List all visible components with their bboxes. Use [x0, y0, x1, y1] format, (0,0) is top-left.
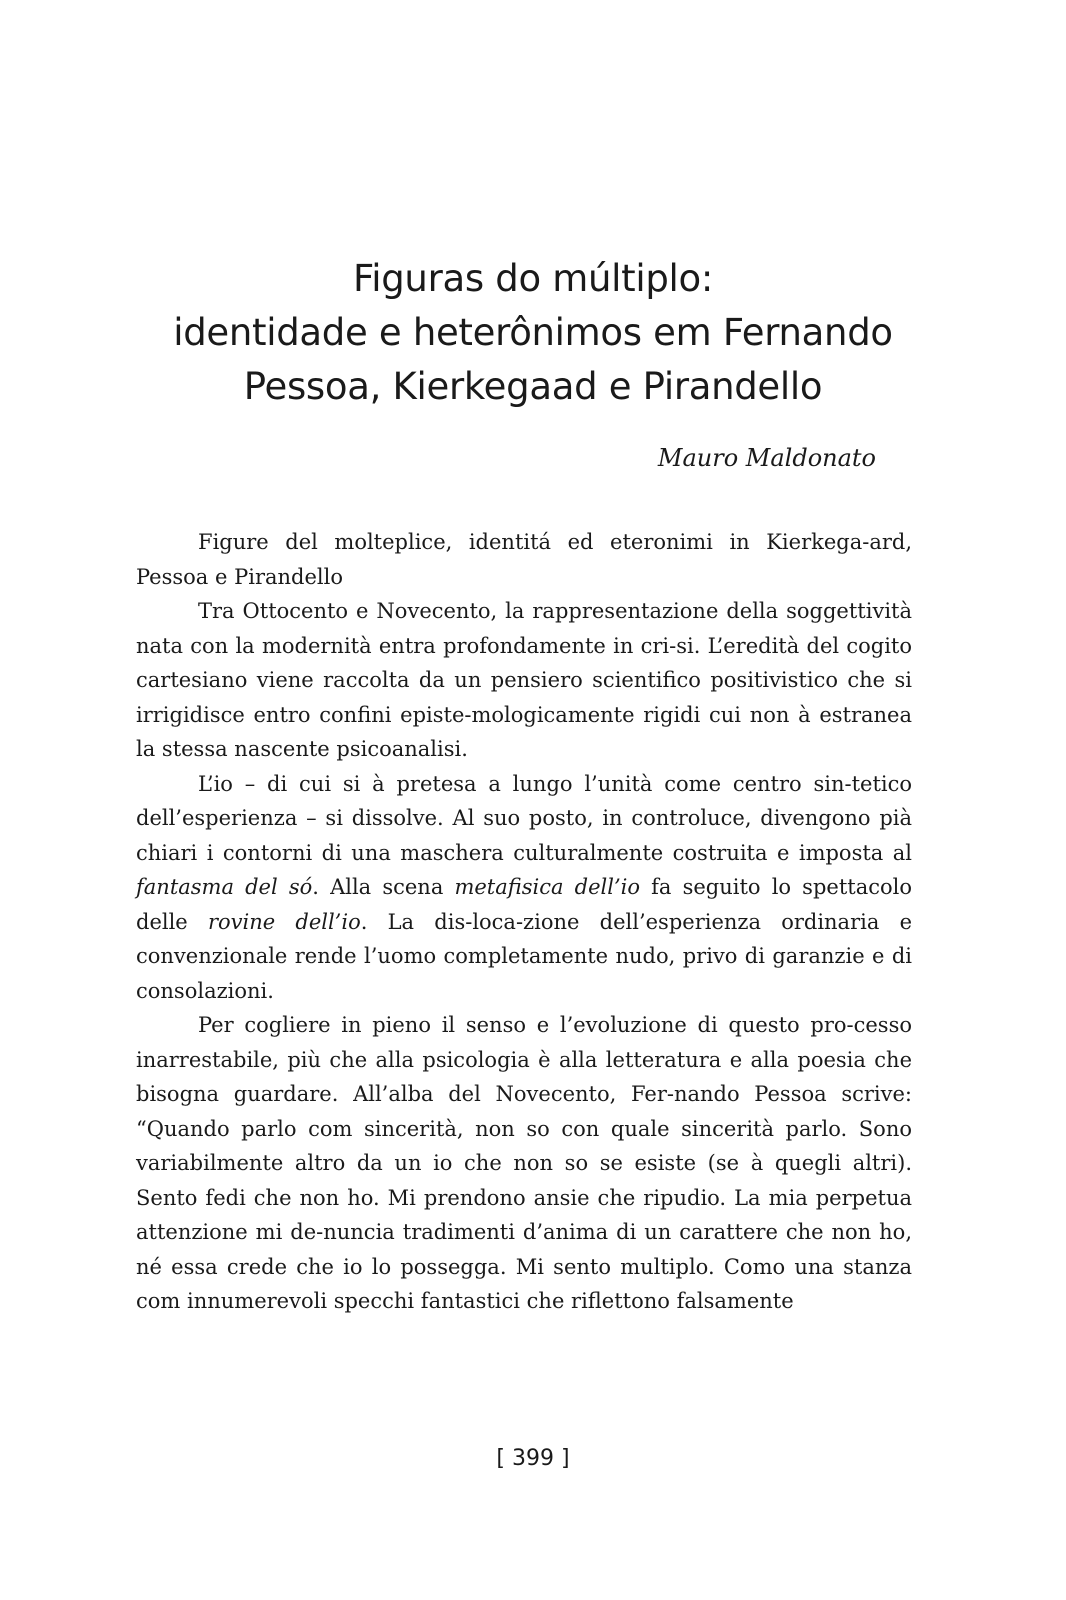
paragraph-1: Figure del molteplice, identitá ed eteronimi in Kierkega-ard, Pessoa e Pirandello [136, 530, 912, 589]
chapter-title [100, 252, 966, 414]
paragraph-3-italic-metafisica: metafisica dell’io [454, 875, 641, 899]
title-line-3: Pessoa, Kierkegaad e Pirandello [243, 365, 823, 408]
page-number: [ 399 ] [496, 1446, 570, 1471]
title-line-2: identidade e heterônimos em Fernando [173, 311, 893, 354]
author-name: Mauro Maldonato [657, 444, 876, 472]
paragraph-3-italic-fantasma: fantasma del só [136, 875, 313, 899]
paragraph-3 [136, 767, 912, 1009]
paragraph-2: Tra Ottocento e Novecento, la rappresentazione della soggettività nata con la modernità entra profondamente in cri-si. L’eredità del cogito cartesiano viene raccolta da un pensiero scientifico positivistico che si irrigidisce entro confini episte-mologicamente rigidi cui non à estranea la stessa nascente psicoanalisi. [136, 599, 912, 761]
paragraph-3-text-c: . Alla scena [312, 875, 455, 899]
body-text [136, 525, 912, 1319]
paragraph-3-text-g: . La dis-loca-zione dell’esperienza ordinaria e convenzionale rende l’uomo completamente nudo, privo di garanzie e di consolazioni. [136, 909, 912, 1003]
paragraph-3-text-a: L’io – di cui si à pretesa a lungo l’unità come centro sin-tetico dell’esperienza – si dissolve. Al suo posto, in controluce, divengono pià chiari i contorni di una maschera culturalmente costruita e imposta al [136, 771, 912, 865]
paragraph-4: Per cogliere in pieno il senso e l’evoluzione di questo pro-cesso inarrestabile, più che alla psicologia è alla letteratura e alla poesia che bisogna guardare. All’alba del Novecento, Fer-nando Pessoa scrive: “Quando parlo com sincerità, non so con quale sincerità parlo. Sono variabilmente altro da un io che non so se esiste (se à quegli altri). Sento fedi che non ho. Mi prendono ansie che ripudio. La mia perpetua attenzione mi de-nuncia tradimenti d’anima di un carattere che non ho, né essa crede che io lo possegga. Mi sento multiplo. Como una stanza com innumerevoli specchi fantastici che riflettono falsamente [136, 1013, 912, 1313]
title-line-1: Figuras do múltiplo: [352, 257, 714, 300]
paragraph-3-italic-rovine: rovine dell’io [207, 909, 361, 934]
paragraph-3-text-e: fa seguito lo spettacolo delle [136, 875, 912, 934]
